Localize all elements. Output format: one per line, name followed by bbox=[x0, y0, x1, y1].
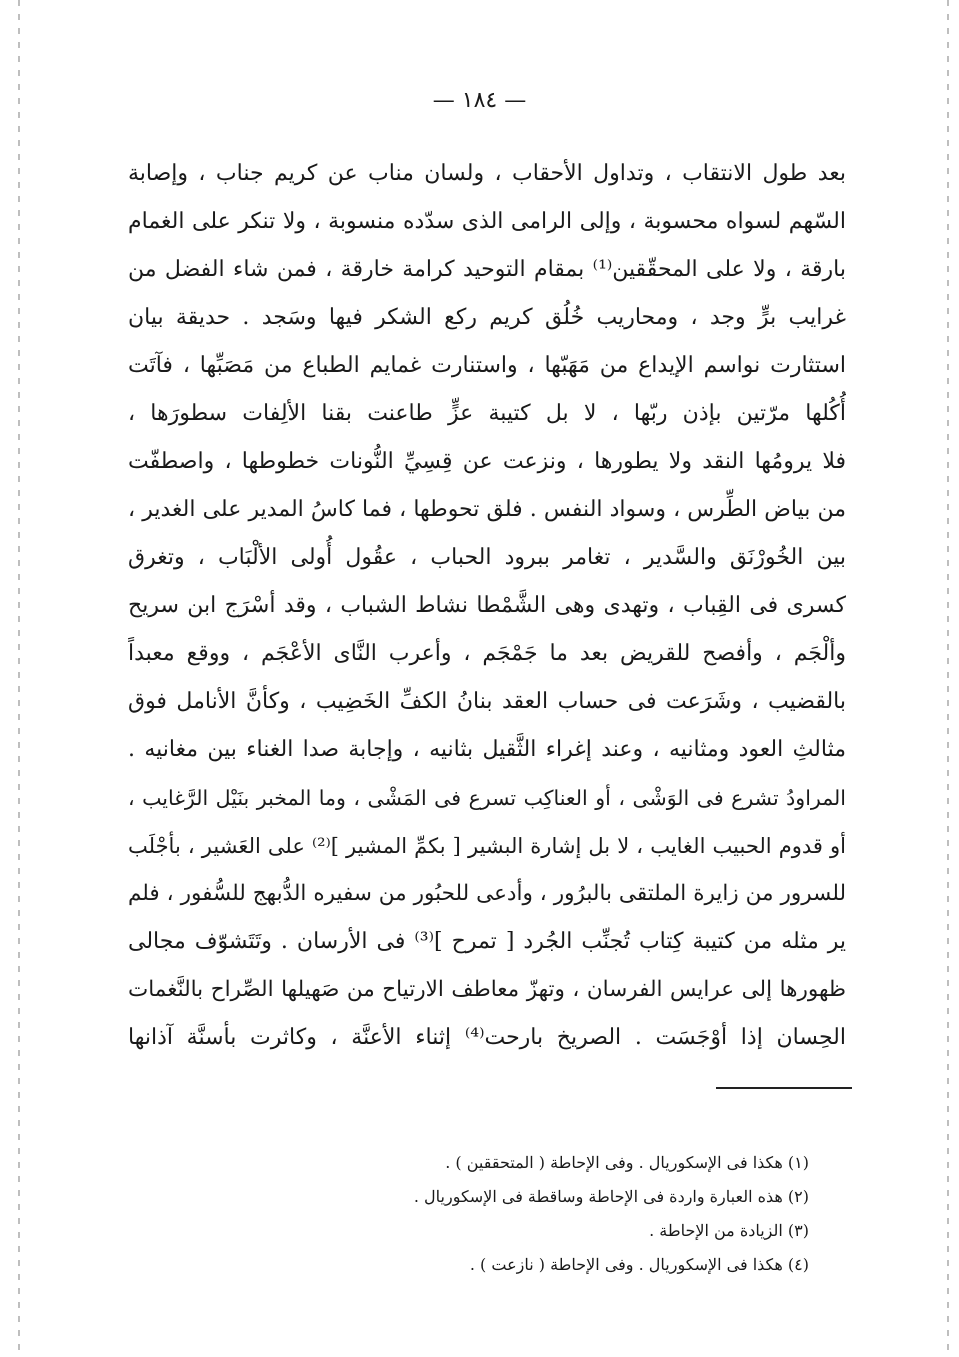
text-line: غرايب برٍّ وجد ، ومحاريب خُلُق كريم ركع الشكر فيها وسَجد . حديقة بيان bbox=[128, 305, 846, 330]
scan-edge-left bbox=[18, 0, 20, 1357]
text-line: بعد طول الانتقاب ، وتداول الأحقاب ، ولسان مناب عن كريم جناب ، وإصابة bbox=[128, 161, 846, 186]
text-line: مثالثِ العود ومثانيه ، وعند إغراء الثَّقيل بثانيه ، وإجابة صدا الغناء بين مغانيه . bbox=[128, 737, 846, 762]
text-line: استثارت نواسم الإيداع من مَهَبّها ، واستنارت غمايم الطباع من مَصَبِّها ، فآتَت bbox=[128, 353, 846, 378]
footnote-4: (٤) هكذا فى الإسكوريال . وفى الإحاطة ( نازعت ) . bbox=[469, 1255, 809, 1274]
text-line: للسرور من زايرة الملتقى بالبرُور ، وأدعى للحبُور من سفيره الدُّبهج للسُّفور ، فلم bbox=[128, 881, 846, 906]
text-line: كسرى فى القِباب ، وتهدى وهى الشَّمْطا نشاط الشباب ، وقد أسْرَج ابن سريح bbox=[128, 593, 846, 618]
page-number: — ١٨٤ — bbox=[432, 88, 527, 113]
text-line: المراودُ تشرع فى الوَشْى ، أو العناكِب تسرع فى المَشْى ، وما المخبر بنَيْل الرَّغايب ، bbox=[128, 786, 846, 810]
text-line: الحِسان إذا أوْجَسَت . الصريخ بارحت⁽⁴⁾ إثناء الأعنَّة ، وكاثرت بأسنَّة آذانها bbox=[128, 1025, 846, 1050]
text-line: السّهم لسواه محسوبة ، وإلى الرامى الذى سدّده منسوبة ، ولا تنكر على الغمام bbox=[128, 209, 846, 234]
footnote-2: (٢) هذه العبارة واردة فى الإحاطة وساقطة فى الإسكوريال . bbox=[413, 1187, 809, 1206]
text-line: ير مثله من كتيبة كِتاب تُجنِّب الجُرد [ تمرح ]⁽³⁾ فى الأرسان . وتَتَشوّف مجالى bbox=[128, 929, 846, 954]
footnote-rule bbox=[716, 1087, 852, 1089]
footnote-1: (١) هكذا فى الإسكوريال . وفى الإحاطة ( المتحققين ) . bbox=[445, 1153, 809, 1172]
footnote-3: (٣) الزيادة من الإحاطة . bbox=[649, 1221, 809, 1240]
body-text bbox=[128, 150, 846, 1062]
text-line: فلا يرومُها النقد ولا يطورها ، ونزعت عن قِسِيِّ النُّونات خطوطها ، واصطفّت bbox=[128, 449, 846, 474]
text-line: بارقة ، ولا على المحقّقين⁽¹⁾ بمقام التوحيد كرامة خارقة ، فمن شاء الفضل من bbox=[128, 257, 846, 282]
scan-edge-right bbox=[947, 0, 949, 1357]
text-line: ظهورها إلى عرايس الفرسان ، وتهزّ معاطف الارتياح من صَهيلها الصِّراح بالنَّغمات bbox=[128, 977, 846, 1002]
text-line: بالقضيب ، وشَرَعت فى حساب العقد بنانُ الكفِّ الخَضِيب ، وكأنَّ الأنامل فوق bbox=[128, 689, 846, 714]
text-line: من بياض الطِّرس ، وسواد النفس . فلق تحوطها ، فما كاسُ المدير على الغدير ، bbox=[128, 497, 846, 522]
footnotes bbox=[389, 1146, 809, 1282]
text-line: بين الخُورْنَق والسَّدير ، تغامر ببرود الحباب ، عقُول أُولى الألْبَاب ، وتغرق bbox=[128, 545, 846, 570]
text-line: أُكُلها مرّتين بإذن ربّها ، لا بل كتيبة عزٍّ طاعنت بقنا الألِفات سطورَها ، bbox=[128, 401, 846, 426]
text-line: وألْجَم ، وأفصح للقريض بعد ما جَمْجَم ، وأعرب النَّاى الأعْجَم ، ووقع معبداً bbox=[128, 641, 846, 666]
text-line: أو قدوم الحبيب الغايب ، لا بل إشارة البشير [ بكمِّ المشير ]⁽²⁾ على العَشير ، بأجْلَب bbox=[128, 834, 846, 858]
